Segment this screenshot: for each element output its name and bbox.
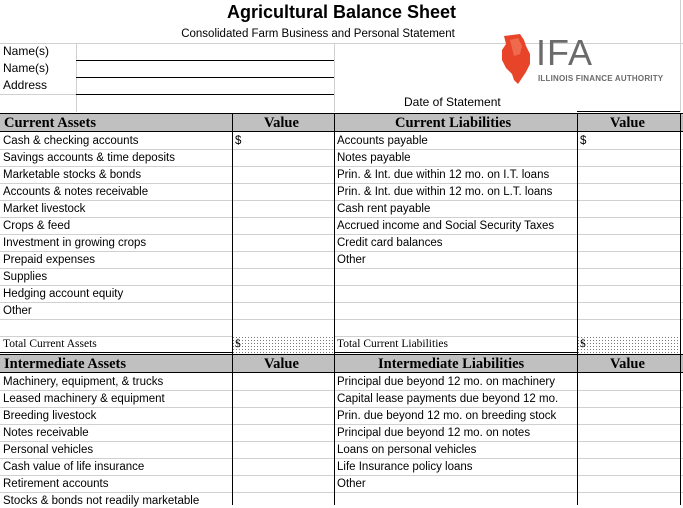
liability-label [334, 320, 577, 337]
asset-label [0, 320, 232, 337]
logo-text: IFA [536, 32, 594, 73]
asset-label: Savings accounts & time deposits [3, 152, 175, 164]
table-row [0, 391, 683, 408]
table-row [0, 235, 683, 252]
asset-value-field[interactable] [232, 320, 334, 337]
asset-value-field[interactable] [232, 303, 334, 320]
asset-label: Market livestock [3, 203, 86, 215]
liability-value-field[interactable] [577, 476, 683, 493]
asset-value-field[interactable] [232, 374, 334, 391]
liability-value-field[interactable] [577, 425, 683, 442]
liability-label: Capital lease payments due beyond 12 mo. [337, 393, 559, 405]
liability-value-field[interactable] [577, 252, 683, 269]
date-field[interactable] [577, 111, 680, 112]
grid-line [0, 94, 76, 95]
liability-label: Principal due beyond 12 mo. on machinery [337, 376, 555, 388]
current-liabilities-value-heading: Value [610, 115, 645, 131]
liability-value-field[interactable] [577, 303, 683, 320]
asset-label: Investment in growing crops [3, 237, 147, 249]
liability-label: Prin. & Int. due within 12 mo. on L.T. loans [337, 186, 553, 198]
intermediate-liabilities-value-heading: Value [610, 356, 645, 372]
liability-label: Cash rent payable [337, 203, 431, 215]
asset-label: Retirement accounts [3, 478, 109, 490]
ifa-logo [500, 30, 680, 86]
table-row [0, 425, 683, 442]
asset-label: Cash & checking accounts [3, 135, 139, 147]
asset-value-field[interactable] [232, 442, 334, 459]
asset-value-field[interactable] [232, 408, 334, 425]
asset-label: Supplies [3, 271, 48, 283]
intermediate-assets-heading: Intermediate Assets [4, 356, 127, 372]
asset-label: Prepaid expenses [3, 254, 96, 266]
table-row [0, 218, 683, 235]
current-liabilities-heading: Current Liabilities [395, 115, 512, 131]
table-row [0, 374, 683, 391]
asset-value-field[interactable] [232, 201, 334, 218]
table-row [0, 167, 683, 184]
liability-value-field[interactable] [577, 201, 683, 218]
liability-value-field[interactable] [577, 184, 683, 201]
liability-label: Accrued income and Social Security Taxes [337, 220, 555, 232]
liability-value-field[interactable] [577, 286, 683, 303]
table-row [0, 286, 683, 303]
asset-value-field[interactable] [232, 167, 334, 184]
total-current-assets-label: Total Current Assets [3, 338, 97, 350]
asset-label: Crops & feed [3, 220, 71, 232]
page-title: Agricultural Balance Sheet [226, 2, 457, 22]
column-divider [232, 113, 233, 505]
asset-value-field[interactable] [232, 150, 334, 167]
liability-value-field[interactable] [577, 391, 683, 408]
liability-value-field[interactable] [577, 218, 683, 235]
name2-field[interactable] [76, 77, 334, 78]
current-totals-row [0, 336, 683, 353]
current-assets-value-heading: Value [264, 115, 299, 131]
liability-label: Credit card balances [337, 237, 443, 249]
table-row [0, 459, 683, 476]
liability-label: Prin. due beyond 12 mo. on breeding stock [337, 410, 557, 422]
column-divider [334, 113, 335, 505]
total-current-assets-value[interactable]: $ [232, 336, 334, 353]
name2-label: Name(s) [3, 61, 50, 75]
name1-label: Name(s) [3, 44, 50, 58]
intermediate-assets-value-heading: Value [264, 356, 299, 372]
liability-label: Other [337, 478, 366, 490]
table-row [0, 252, 683, 269]
table-row [0, 408, 683, 425]
liability-label [334, 493, 577, 508]
asset-label: Marketable stocks & bonds [3, 169, 142, 181]
intermediate-section-header [0, 354, 683, 373]
table-row [0, 476, 683, 493]
asset-value-field[interactable] [232, 218, 334, 235]
asset-label: Other [3, 305, 32, 317]
asset-value-field[interactable] [232, 476, 334, 493]
grid-line [334, 43, 335, 112]
asset-label: Hedging account equity [3, 288, 124, 300]
liability-label [334, 286, 577, 303]
liability-label: Loans on personal vehicles [337, 444, 477, 456]
asset-label: Cash value of life insurance [3, 461, 145, 473]
asset-value-field[interactable] [232, 286, 334, 303]
table-row [0, 320, 683, 337]
liability-value-field[interactable] [577, 374, 683, 391]
name1-field[interactable] [76, 60, 334, 61]
table-row [0, 493, 683, 508]
column-divider [680, 113, 681, 505]
address-label: Address [3, 78, 48, 92]
asset-label: Personal vehicles [3, 444, 94, 456]
liability-value-field[interactable] [577, 235, 683, 252]
liability-label: Prin. & Int. due within 12 mo. on I.T. loans [337, 169, 550, 181]
asset-label: Breeding livestock [3, 410, 97, 422]
asset-value-field[interactable] [232, 184, 334, 201]
total-current-liabilities-value[interactable]: $ [577, 336, 683, 353]
asset-label: Accounts & notes receivable [3, 186, 149, 198]
asset-label: Leased machinery & equipment [3, 393, 165, 405]
asset-label: Machinery, equipment, & trucks [3, 376, 164, 388]
asset-label: Stocks & bonds not readily marketable [3, 495, 200, 507]
liability-value-field[interactable] [577, 442, 683, 459]
asset-value-field[interactable] [232, 493, 334, 508]
liability-value-field[interactable] [577, 150, 683, 167]
liability-label: Accounts payable [337, 135, 428, 147]
current-section-header [0, 113, 683, 132]
asset-value-field[interactable] [232, 425, 334, 442]
liability-value-field[interactable] [577, 459, 683, 476]
liability-label [334, 303, 577, 320]
asset-value-field[interactable] [232, 269, 334, 286]
liability-value-field[interactable] [577, 493, 683, 508]
asset-label: Notes receivable [3, 427, 89, 439]
liability-label: Life Insurance policy loans [337, 461, 473, 473]
liability-value-field[interactable] [577, 408, 683, 425]
table-row [0, 201, 683, 218]
liability-label [334, 269, 577, 286]
table-row [0, 269, 683, 286]
asset-value-field[interactable] [232, 391, 334, 408]
logo-tagline: ILLINOIS FINANCE AUTHORITY [538, 74, 664, 83]
liability-label: Principal due beyond 12 mo. on notes [337, 427, 531, 439]
table-row [0, 442, 683, 459]
total-current-liabilities-label: Total Current Liabilities [337, 338, 448, 350]
liability-value-field[interactable] [577, 269, 683, 286]
table-row [0, 184, 683, 201]
liability-label: Other [337, 254, 366, 266]
page-subtitle: Consolidated Farm Business and Personal Statement [181, 28, 455, 40]
intermediate-liabilities-heading: Intermediate Liabilities [378, 356, 525, 372]
asset-value-field[interactable] [232, 235, 334, 252]
liability-label: Notes payable [337, 152, 411, 164]
column-divider [577, 113, 578, 505]
liability-value-field[interactable] [577, 167, 683, 184]
liability-value-field[interactable] [577, 320, 683, 337]
illinois-state-icon [500, 32, 534, 86]
table-row [0, 133, 683, 150]
date-of-statement-label: Date of Statement [404, 95, 501, 109]
current-assets-heading: Current Assets [4, 115, 96, 131]
asset-value-field[interactable] [232, 252, 334, 269]
asset-value-field[interactable]: $ [235, 135, 242, 147]
liability-value-field[interactable]: $ [580, 135, 587, 147]
address-field[interactable] [76, 94, 334, 95]
asset-value-field[interactable] [232, 459, 334, 476]
table-row [0, 303, 683, 320]
table-row [0, 150, 683, 167]
